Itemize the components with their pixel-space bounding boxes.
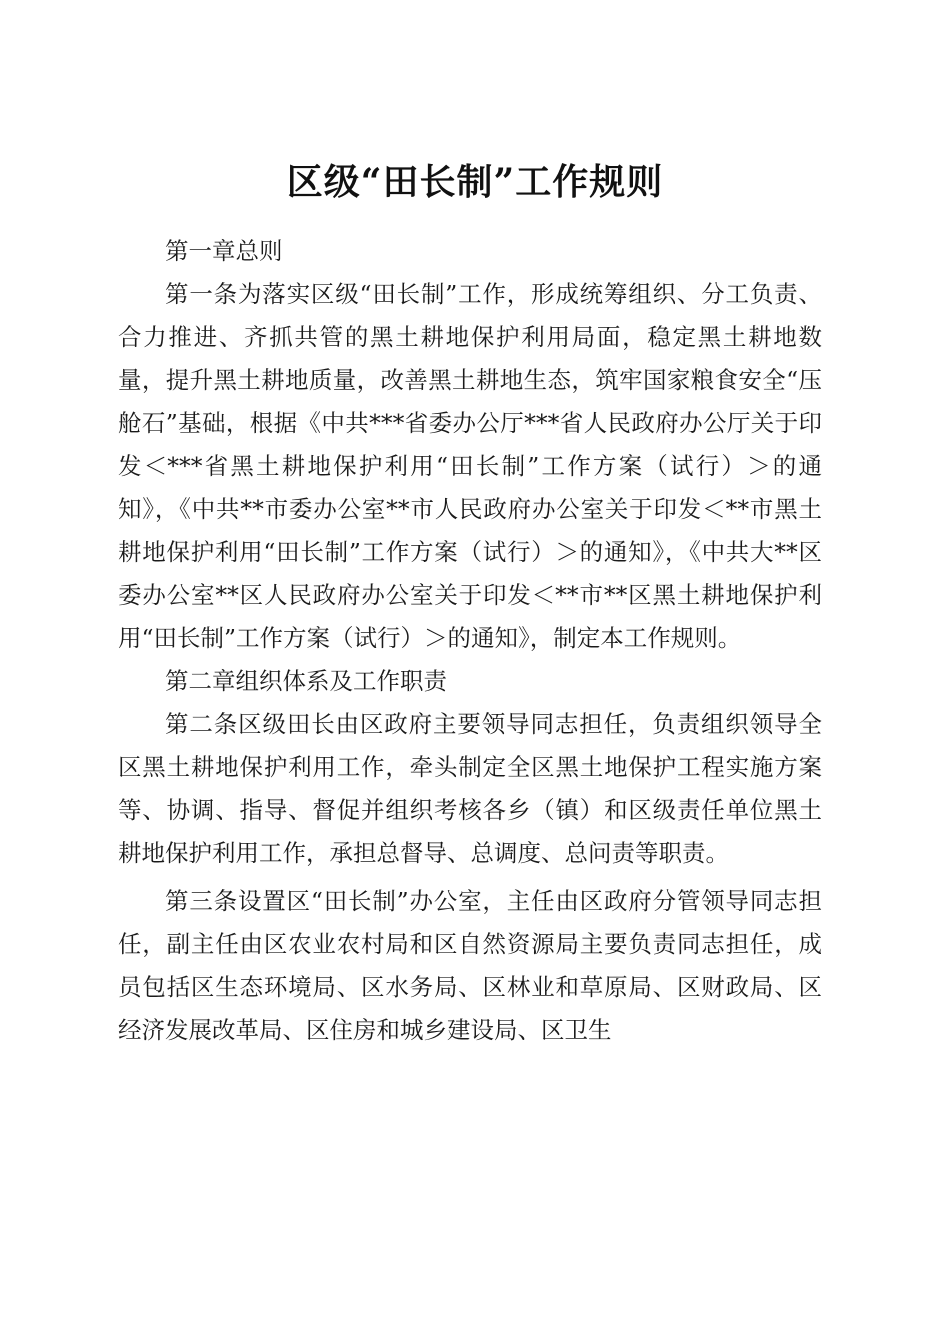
article-1-paragraph: 第一条为落实区级“田长制”工作，形成统筹组织、分工负责、合力推进、齐抓共管的黑土耕地保护利用局面，稳定黑土耕地数量，提升黑土耕地质量，改善黑土耕地生态，筑牢国家粮食安全“压舱石”基础，根据《中共***省委办公厅***省人民政府办公厅关于印发＜***省黑土耕地保护利用“田长制”工作方案（试行）＞的通知》，《中共**市委办公室**市人民政府办公室关于印发＜**市黑土耕地保护利用“田长制”工作方案（试行）＞的通知》，《中共大**区委办公室**区人民政府办公室关于印发＜**市**区黑土耕地保护利用“田长制”工作方案（试行）＞的通知》，制定本工作规则。 (118, 280, 822, 652)
article-2-paragraph: 第二条区级田长由区政府主要领导同志担任，负责组织领导全区黑土耕地保护利用工作，牵头制定全区黑土地保护工程实施方案等、协调、指导、督促并组织考核各乡（镇）和区级责任单位黑土耕地保护利用工作，承担总督导、总调度、总问责等职责。 (118, 710, 822, 867)
document-title: 区级“田长制”工作规则 (286, 161, 664, 204)
document-body (118, 230, 822, 1052)
article-3-paragraph: 第三条设置区“田长制”办公室，主任由区政府分管领导同志担任，副主任由区农业农村局和区自然资源局主要负责同志担任，成员包括区生态环境局、区水务局、区林业和草原局、区财政局、区经济发展改革局、区住房和城乡建设局、区卫生 (118, 887, 822, 1044)
chapter-2-heading: 第二章组织体系及工作职责 (165, 667, 447, 695)
chapter-1-heading: 第一章总则 (165, 237, 283, 265)
